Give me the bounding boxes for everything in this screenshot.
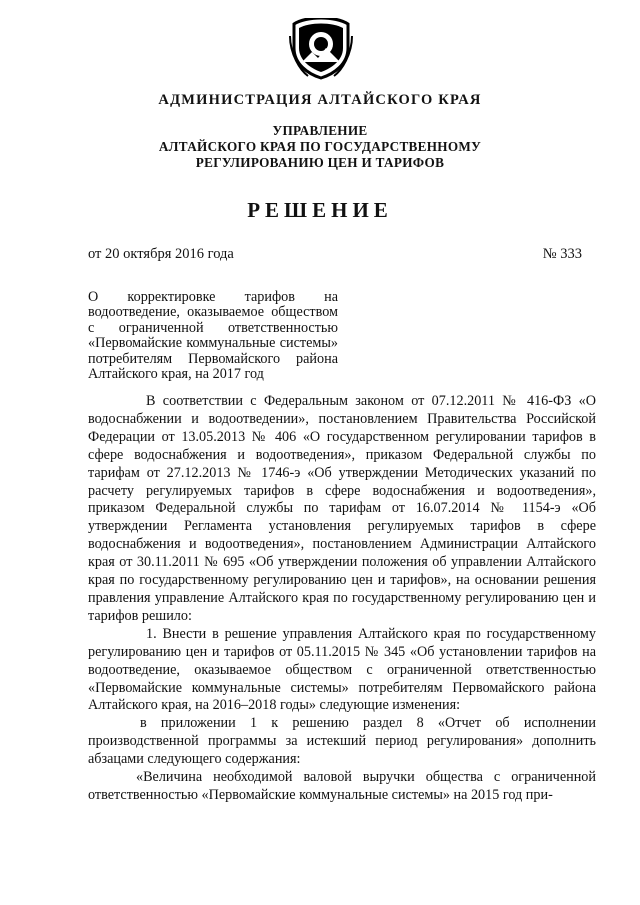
body-paragraph: В соответствии с Федеральным законом от 07.12.2011 № 416-ФЗ «О водоснабжении и водоотведении», постановлением Правительства Российской Федерации от 13.05.2013 № 406 «О государственном регулировании тарифов в сфере водоснабжения и водоотведения», приказом Федеральной службы по тарифам от 27.12.2013 № 1746-э «Об утверждении Методических указаний по расчету регулируемых тарифов в сфере водоснабжения и водоотведения», приказом Федеральной службы по тарифам от 16.07.2014 № 1154-э «Об утверждении Регламента установления регулируемых тарифов в сфере водоснабжения и водоотведения», постановлением Администрации Алтайского края от 30.11.2011 № 695 «Об утверждении положения об управлении Алтайского края по государственному регулированию цен и тарифов», на основании решения правления управление Алтайского края по государственному регулированию цен и тарифов решило: <box>88 393 596 624</box>
document-date: от 20 октября 2016 года <box>88 246 234 262</box>
department-line: РЕГУЛИРОВАНИЮ ЦЕН И ТАРИФОВ <box>195 155 445 170</box>
administration-name: АДМИНИСТРАЦИЯ АЛТАЙСКОГО КРАЯ <box>158 92 482 108</box>
body-paragraph: 1. Внести в решение управления Алтайского края по государственному регулированию цен и тарифов от 05.11.2015 № 345 «Об установлении тарифов на водоотведение, оказываемое обществом с ограниченной ответственностью «Первомайские коммунальные системы» потребителям Первомайского района Алтайского края, на 2016–2018 годы» следующие изменения: <box>88 625 596 714</box>
department-name <box>0 123 640 171</box>
coat-of-arms-icon <box>288 18 354 80</box>
document-body <box>88 393 596 805</box>
body-paragraph: в приложении 1 к решению раздел 8 «Отчет об исполнении производственной программы за истекший период регулирования» дополнить абзацами следующего содержания: <box>88 715 596 768</box>
document-type-title: РЕШЕНИЕ <box>247 198 393 222</box>
document-number: № 333 <box>542 246 582 262</box>
department-line: УПРАВЛЕНИЕ <box>272 123 368 138</box>
body-paragraph: «Величина необходимой валовой выручки общества с ограниченной ответственностью «Первомайские коммунальные системы» на 2015 год при- <box>88 769 596 803</box>
department-line: АЛТАЙСКОГО КРАЯ ПО ГОСУДАРСТВЕННОМУ <box>158 139 482 154</box>
document-subject: О корректировке тарифов на водоотведение, оказываемое обществом с ограниченной ответственностью «Первомайские коммунальные системы» потребителям Первомайского района Алтайского края, на 2017 год <box>88 289 338 383</box>
